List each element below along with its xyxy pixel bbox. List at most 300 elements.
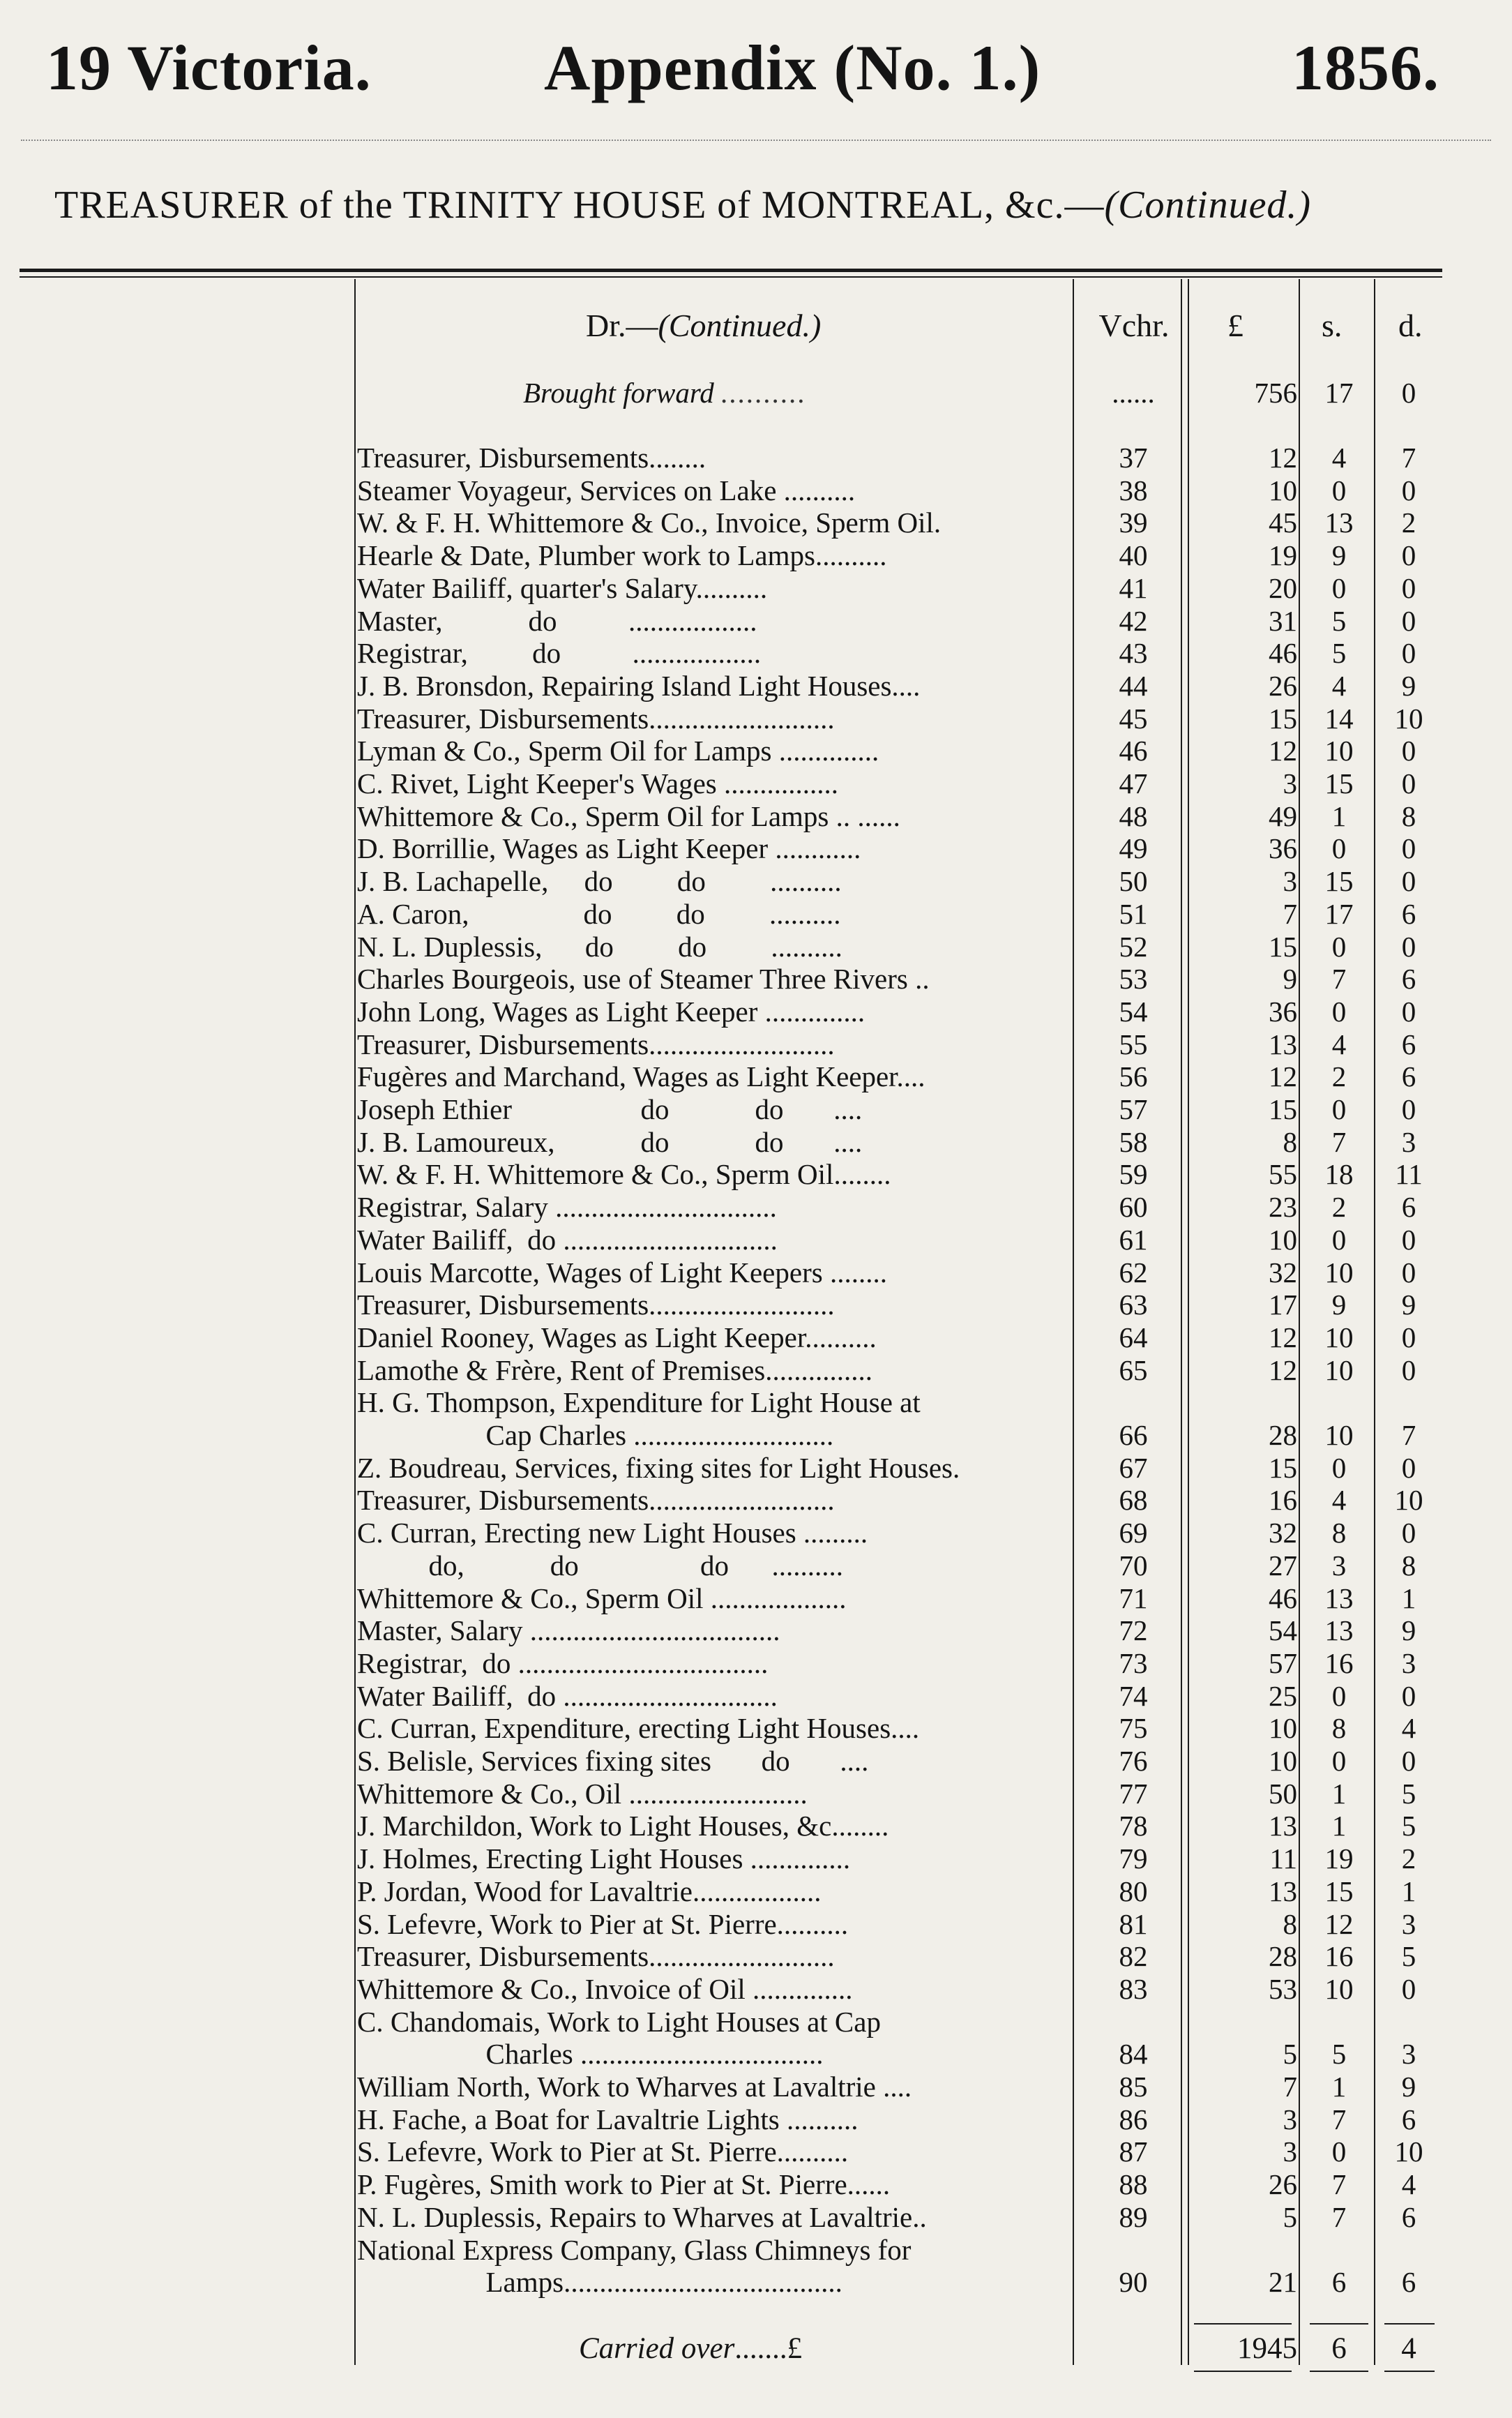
entry-voucher: 43 (1119, 637, 1148, 669)
entry-pence: 1 (1401, 1582, 1416, 1614)
ledger-row (0, 1908, 1512, 1940)
ledger-row (0, 1517, 1512, 1549)
ledger-row (0, 1973, 1512, 2005)
entry-voucher: 53 (1119, 963, 1148, 995)
entry-voucher: 41 (1119, 572, 1148, 604)
ledger-row (0, 832, 1512, 864)
brought-forward-label (523, 377, 1067, 409)
entry-shillings: 19 (1324, 1842, 1354, 1875)
entry-voucher: 65 (1119, 1354, 1148, 1386)
entry-pence: 6 (1401, 2266, 1416, 2298)
entry-particulars: Steamer Voyageur, Services on Lake .......... (357, 474, 856, 506)
carried-over-pence: 4 (1401, 2332, 1416, 2365)
entry-voucher: 49 (1119, 832, 1148, 864)
entry-shillings: 7 (1331, 2168, 1347, 2200)
entry-shillings: 7 (1331, 1126, 1347, 1158)
ledger-row (0, 1484, 1512, 1516)
dr-continued: (Continued.) (658, 308, 822, 343)
ledger-row (0, 1419, 1512, 1451)
entry-voucher: 58 (1119, 1126, 1148, 1158)
entry-particulars: S. Belisle, Services fixing sites do .... (357, 1745, 869, 1777)
entry-shillings: 15 (1324, 865, 1354, 897)
entry-shillings: 10 (1324, 1354, 1354, 1386)
entry-shillings: 2 (1331, 1060, 1347, 1092)
entry-voucher: 90 (1119, 2266, 1148, 2298)
entry-pence: 11 (1395, 1158, 1423, 1190)
ledger-row (0, 800, 1512, 832)
entry-pounds: 10 (1269, 1224, 1297, 1256)
entry-voucher: 75 (1119, 1712, 1148, 1744)
entry-particulars: H. G. Thompson, Expenditure for Light House at (357, 1386, 921, 1418)
entry-particulars: Treasurer, Disbursements.......................... (357, 1028, 835, 1060)
ledger-row (0, 767, 1512, 799)
pence-header: d. (1398, 308, 1423, 343)
ledger-row (0, 931, 1512, 963)
ledger-row (0, 1158, 1512, 1190)
ledger-row (0, 2266, 1512, 2298)
ledger-row (0, 1614, 1512, 1646)
entry-shillings: 10 (1324, 1256, 1354, 1289)
entry-pounds: 55 (1269, 1158, 1297, 1190)
ledger-row (0, 735, 1512, 767)
ledger-row (0, 2135, 1512, 2168)
entry-pence: 10 (1394, 1484, 1423, 1516)
entry-particulars: Treasurer, Disbursements.......................... (357, 1940, 835, 1972)
ledger-row (0, 2038, 1512, 2070)
entry-particulars: Treasurer, Disbursements.......................... (357, 1289, 835, 1321)
entry-particulars: Registrar, do ................................... (357, 1647, 769, 1679)
ledger-row (0, 1354, 1512, 1386)
ledger-row (0, 963, 1512, 995)
entry-pence: 6 (1401, 2201, 1416, 2233)
entry-pence: 0 (1401, 865, 1416, 897)
brought-forward-leader: .......... (721, 377, 807, 409)
entry-pence: 0 (1401, 1256, 1416, 1289)
entry-shillings: 0 (1331, 996, 1347, 1028)
entry-voucher: 61 (1119, 1224, 1148, 1256)
entry-particulars: do, do do .......... (357, 1549, 843, 1582)
entry-voucher: 84 (1119, 2038, 1148, 2070)
entry-shillings: 9 (1331, 1289, 1347, 1321)
entry-particulars: Louis Marcotte, Wages of Light Keepers ........ (357, 1256, 887, 1289)
entry-particulars: Water Bailiff, do .............................. (357, 1224, 778, 1256)
entry-pence: 0 (1401, 1680, 1416, 1712)
entry-shillings: 10 (1324, 1973, 1354, 2005)
entry-pounds: 5 (1283, 2038, 1297, 2070)
entry-shillings: 9 (1331, 539, 1347, 571)
entry-shillings: 0 (1331, 2135, 1347, 2168)
carried-over-rule-bottom-shillings (1310, 2371, 1368, 2372)
entry-pounds: 17 (1269, 1289, 1297, 1321)
carried-over-rule-top-pounds (1194, 2323, 1292, 2325)
entry-pence: 0 (1401, 1321, 1416, 1353)
entry-voucher: 79 (1119, 1842, 1148, 1875)
ledger-row (0, 605, 1512, 637)
entry-pounds: 12 (1269, 1060, 1297, 1092)
entry-pence: 4 (1401, 2168, 1416, 2200)
entry-pence: 3 (1401, 2038, 1416, 2070)
ledger-row (0, 1810, 1512, 1842)
carried-over-pounds: 1945 (1237, 2332, 1297, 2365)
entry-shillings: 7 (1331, 2201, 1347, 2233)
entry-particulars: Charles Bourgeois, use of Steamer Three Rivers .. (357, 963, 930, 995)
entry-shillings: 17 (1324, 898, 1354, 930)
entry-pounds: 50 (1269, 1778, 1297, 1810)
entry-pounds: 12 (1269, 442, 1297, 474)
entry-shillings: 0 (1331, 1452, 1347, 1484)
entry-pounds: 10 (1269, 1745, 1297, 1777)
entry-particulars: Hearle & Date, Plumber work to Lamps.......... (357, 539, 887, 571)
ledger-row (0, 2071, 1512, 2103)
entry-shillings: 15 (1324, 767, 1354, 799)
ledger-row (0, 1745, 1512, 1777)
entry-particulars: John Long, Wages as Light Keeper .............. (357, 996, 865, 1028)
entry-voucher: 86 (1119, 2103, 1148, 2135)
entry-particulars: Registrar, Salary ............................... (357, 1191, 777, 1223)
entry-pence: 0 (1401, 931, 1416, 963)
carried-over-label (579, 2331, 802, 2366)
ledger-row (0, 865, 1512, 897)
entry-shillings: 0 (1331, 1224, 1347, 1256)
entry-pounds: 36 (1269, 996, 1297, 1028)
entry-pounds: 3 (1283, 2135, 1297, 2168)
entry-voucher: 74 (1119, 1680, 1148, 1712)
entry-pence: 5 (1401, 1810, 1416, 1842)
entry-voucher: 89 (1119, 2201, 1148, 2233)
entry-shillings: 5 (1331, 637, 1347, 669)
entry-shillings: 4 (1331, 442, 1347, 474)
ledger-row (0, 506, 1512, 539)
entry-pence: 5 (1401, 1778, 1416, 1810)
entry-pence: 6 (1401, 898, 1416, 930)
entry-particulars: Whittemore & Co., Sperm Oil for Lamps .. ...... (357, 800, 900, 832)
entry-voucher: 78 (1119, 1810, 1148, 1842)
entry-voucher: 40 (1119, 539, 1148, 571)
ledger-row (0, 1060, 1512, 1092)
entry-pence: 9 (1401, 1614, 1416, 1646)
entry-pounds: 46 (1269, 1582, 1297, 1614)
entry-pounds: 28 (1269, 1419, 1297, 1451)
header-right: 1856. (1292, 32, 1439, 103)
entry-voucher: 68 (1119, 1484, 1148, 1516)
entry-voucher: 55 (1119, 1028, 1148, 1060)
ledger-row (0, 1549, 1512, 1582)
entry-voucher: 39 (1119, 506, 1148, 539)
entry-particulars: J. Holmes, Erecting Light Houses .............. (357, 1842, 851, 1875)
entry-voucher: 45 (1119, 703, 1148, 735)
entry-pounds: 15 (1269, 1093, 1297, 1125)
entry-pence: 10 (1394, 2135, 1423, 2168)
entry-particulars: Whittemore & Co., Oil ......................... (357, 1778, 808, 1810)
entry-shillings: 3 (1331, 1549, 1347, 1582)
entry-pounds: 53 (1269, 1973, 1297, 2005)
carried-over-text: Carried over (579, 2332, 735, 2365)
entry-voucher: 83 (1119, 1973, 1148, 2005)
ledger-row (0, 572, 1512, 604)
ledger-row (0, 474, 1512, 506)
entry-pounds: 3 (1283, 767, 1297, 799)
carried-over-shillings: 6 (1331, 2332, 1347, 2365)
entry-pounds: 32 (1269, 1517, 1297, 1549)
entry-shillings: 16 (1324, 1940, 1354, 1972)
entry-shillings: 18 (1324, 1158, 1354, 1190)
entry-pence: 6 (1401, 1028, 1416, 1060)
entry-particulars: J. Marchildon, Work to Light Houses, &c........ (357, 1810, 889, 1842)
entry-pounds: 49 (1269, 800, 1297, 832)
entry-voucher: 63 (1119, 1289, 1148, 1321)
entry-pounds: 10 (1269, 474, 1297, 506)
entry-shillings: 5 (1331, 605, 1347, 637)
entry-pounds: 8 (1283, 1908, 1297, 1940)
entry-pence: 5 (1401, 1940, 1416, 1972)
entry-pence: 9 (1401, 1289, 1416, 1321)
ledger-row (0, 2234, 1512, 2266)
entry-shillings: 14 (1324, 703, 1354, 735)
carried-over-rule-top-pence (1384, 2323, 1435, 2325)
entry-voucher: 38 (1119, 474, 1148, 506)
entry-particulars: C. Rivet, Light Keeper's Wages ................ (357, 767, 838, 799)
entry-voucher: 87 (1119, 2135, 1148, 2168)
entry-voucher: 37 (1119, 442, 1148, 474)
entry-pence: 2 (1401, 506, 1416, 539)
entry-particulars: J. B. Bronsdon, Repairing Island Light Houses.... (357, 670, 921, 702)
entry-pence: 0 (1401, 1973, 1416, 2005)
entry-voucher: 56 (1119, 1060, 1148, 1092)
ledger-row (0, 1842, 1512, 1875)
ledger-row (0, 2006, 1512, 2038)
entry-pence: 0 (1401, 572, 1416, 604)
entry-particulars: W. & F. H. Whittemore & Co., Sperm Oil........ (357, 1158, 891, 1190)
entry-particulars: Whittemore & Co., Invoice of Oil .............. (357, 1973, 853, 2005)
entry-particulars: S. Lefevre, Work to Pier at St. Pierre.......... (357, 2135, 849, 2168)
entry-pounds: 15 (1269, 1452, 1297, 1484)
ledger-row (0, 1778, 1512, 1810)
top-rule-thick (20, 269, 1442, 272)
ledger-row (0, 996, 1512, 1028)
entry-pence: 3 (1401, 1647, 1416, 1679)
entry-pounds: 31 (1269, 605, 1297, 637)
ledger-row (0, 2103, 1512, 2135)
ledger-row (0, 670, 1512, 702)
entry-particulars: P. Jordan, Wood for Lavaltrie.................. (357, 1875, 822, 1907)
entry-particulars: N. L. Duplessis, Repairs to Wharves at Lavaltrie.. (357, 2201, 927, 2233)
entry-pence: 0 (1401, 735, 1416, 767)
entry-voucher: 48 (1119, 800, 1148, 832)
entry-pounds: 5 (1283, 2201, 1297, 2233)
entry-particulars: D. Borrillie, Wages as Light Keeper ............ (357, 832, 861, 864)
entry-voucher: 82 (1119, 1940, 1148, 1972)
brought-forward-pence: 0 (1401, 377, 1416, 409)
entry-voucher: 51 (1119, 898, 1148, 930)
entry-shillings: 13 (1324, 1582, 1354, 1614)
entry-pence: 6 (1401, 1060, 1416, 1092)
ledger-row (0, 1680, 1512, 1712)
ledger-row (0, 1224, 1512, 1256)
entry-voucher: 42 (1119, 605, 1148, 637)
entry-voucher: 52 (1119, 931, 1148, 963)
entry-particulars: Cap Charles ............................ (357, 1419, 834, 1451)
entry-pounds: 8 (1283, 1126, 1297, 1158)
entry-particulars: N. L. Duplessis, do do .......... (357, 931, 842, 963)
entry-voucher: 80 (1119, 1875, 1148, 1907)
entry-particulars: A. Caron, do do .......... (357, 898, 841, 930)
entry-pounds: 45 (1269, 506, 1297, 539)
entry-pounds: 21 (1269, 2266, 1297, 2298)
ledger-row (0, 1256, 1512, 1289)
entry-pounds: 12 (1269, 1321, 1297, 1353)
entry-shillings: 7 (1331, 2103, 1347, 2135)
entry-pounds: 7 (1283, 2071, 1297, 2103)
entry-voucher: 50 (1119, 865, 1148, 897)
entry-pounds: 57 (1269, 1647, 1297, 1679)
ledger-row (0, 1028, 1512, 1060)
header-left: 19 Victoria. (46, 32, 372, 103)
entry-shillings: 0 (1331, 572, 1347, 604)
entry-pounds: 13 (1269, 1810, 1297, 1842)
entry-voucher: 44 (1119, 670, 1148, 702)
entry-shillings: 0 (1331, 474, 1347, 506)
entry-pence: 2 (1401, 1842, 1416, 1875)
entry-pence: 9 (1401, 2071, 1416, 2103)
entry-pence: 0 (1401, 605, 1416, 637)
entry-shillings: 4 (1331, 670, 1347, 702)
top-rule-thin (20, 276, 1442, 278)
entry-shillings: 1 (1331, 2071, 1347, 2103)
entry-particulars: Joseph Ethier do do .... (357, 1093, 863, 1125)
entry-shillings: 4 (1331, 1484, 1347, 1516)
entry-pence: 3 (1401, 1126, 1416, 1158)
header-center: Appendix (No. 1.) (544, 32, 1041, 103)
entry-particulars: Master, do .................. (357, 605, 757, 637)
entry-pounds: 13 (1269, 1028, 1297, 1060)
ledger-row (0, 1093, 1512, 1125)
brought-forward-pounds: 756 (1254, 377, 1297, 409)
entry-pounds: 12 (1269, 1354, 1297, 1386)
entry-particulars: J. B. Lamoureux, do do .... (357, 1126, 863, 1158)
entry-shillings: 13 (1324, 506, 1354, 539)
entry-pounds: 46 (1269, 637, 1297, 669)
entry-particulars: J. B. Lachapelle, do do .......... (357, 865, 842, 897)
entry-particulars: Water Bailiff, do .............................. (357, 1680, 778, 1712)
entry-particulars: Master, Salary ................................... (357, 1614, 780, 1646)
entry-pence: 9 (1401, 670, 1416, 702)
ledger-row (0, 442, 1512, 474)
entry-shillings: 10 (1324, 735, 1354, 767)
entry-particulars: Fugères and Marchand, Wages as Light Keeper.... (357, 1060, 925, 1092)
entry-pounds: 11 (1269, 1842, 1297, 1875)
brought-forward-shillings: 17 (1324, 377, 1354, 409)
entry-pence: 10 (1394, 703, 1423, 735)
entry-voucher: 70 (1119, 1549, 1148, 1582)
entry-pounds: 32 (1269, 1256, 1297, 1289)
entry-pence: 0 (1401, 474, 1416, 506)
entry-particulars: Z. Boudreau, Services, fixing sites for Light Houses. (357, 1452, 960, 1484)
entry-particulars: Registrar, do .................. (357, 637, 762, 669)
entry-pounds: 26 (1269, 2168, 1297, 2200)
entry-particulars: Treasurer, Disbursements.......................... (357, 1484, 835, 1516)
ledger-row (0, 637, 1512, 669)
entry-pence: 0 (1401, 832, 1416, 864)
ledger-row (0, 1712, 1512, 1744)
entry-pence: 6 (1401, 2103, 1416, 2135)
ledger-row (0, 1289, 1512, 1321)
entry-shillings: 1 (1331, 1810, 1347, 1842)
entry-pounds: 19 (1269, 539, 1297, 571)
entry-particulars: C. Curran, Erecting new Light Houses ......... (357, 1517, 868, 1549)
entry-pence: 6 (1401, 963, 1416, 995)
entry-shillings: 5 (1331, 2038, 1347, 2070)
entry-pounds: 20 (1269, 572, 1297, 604)
entry-shillings: 15 (1324, 1875, 1354, 1907)
carried-over-rule-bottom-pounds (1194, 2371, 1292, 2372)
ledger-row (0, 1582, 1512, 1614)
entry-voucher: 57 (1119, 1093, 1148, 1125)
ledger-row (0, 1452, 1512, 1484)
entry-pounds: 26 (1269, 670, 1297, 702)
ledger-row (0, 1386, 1512, 1418)
entry-shillings: 8 (1331, 1517, 1347, 1549)
entry-voucher: 62 (1119, 1256, 1148, 1289)
entry-shillings: 13 (1324, 1614, 1354, 1646)
entry-particulars: Lamps....................................... (357, 2266, 842, 2298)
carried-over-rule-top-shillings (1310, 2323, 1368, 2325)
ledger-row (0, 2168, 1512, 2200)
ledger-row (0, 539, 1512, 571)
ledger-row (0, 1940, 1512, 1972)
entry-pence: 0 (1401, 1224, 1416, 1256)
brought-forward-row (0, 377, 1512, 409)
carried-over-rule-bottom-pence (1384, 2371, 1435, 2372)
entry-pounds: 25 (1269, 1680, 1297, 1712)
entry-particulars: P. Fugères, Smith work to Pier at St. Pierre...... (357, 2168, 891, 2200)
entry-pounds: 13 (1269, 1875, 1297, 1907)
entry-shillings: 12 (1324, 1908, 1354, 1940)
entry-shillings: 8 (1331, 1712, 1347, 1744)
entry-voucher: 71 (1119, 1582, 1148, 1614)
entry-pounds: 16 (1269, 1484, 1297, 1516)
entry-shillings: 0 (1331, 931, 1347, 963)
entry-pounds: 15 (1269, 703, 1297, 735)
entry-shillings: 16 (1324, 1647, 1354, 1679)
ledger-row (0, 703, 1512, 735)
entry-pounds: 15 (1269, 931, 1297, 963)
entry-pounds: 3 (1283, 2103, 1297, 2135)
entry-particulars: Treasurer, Disbursements........ (357, 442, 706, 474)
entry-shillings: 2 (1331, 1191, 1347, 1223)
ledger-row (0, 1647, 1512, 1679)
entry-voucher: 81 (1119, 1908, 1148, 1940)
entry-voucher: 76 (1119, 1745, 1148, 1777)
entry-pence: 7 (1401, 1419, 1416, 1451)
entry-shillings: 0 (1331, 1680, 1347, 1712)
entry-pence: 0 (1401, 1452, 1416, 1484)
entry-voucher: 67 (1119, 1452, 1148, 1484)
entry-particulars: H. Fache, a Boat for Lavaltrie Lights .......... (357, 2103, 859, 2135)
pounds-header: £ (1227, 308, 1243, 343)
entry-pounds: 12 (1269, 735, 1297, 767)
entry-voucher: 85 (1119, 2071, 1148, 2103)
entry-pence: 0 (1401, 1354, 1416, 1386)
entry-pounds: 54 (1269, 1614, 1297, 1646)
entry-pence: 0 (1401, 1745, 1416, 1777)
entry-pence: 0 (1401, 996, 1416, 1028)
entry-shillings: 1 (1331, 1778, 1347, 1810)
entry-particulars: Lamothe & Frère, Rent of Premises............... (357, 1354, 873, 1386)
entry-particulars: Treasurer, Disbursements.......................... (357, 703, 835, 735)
entry-shillings: 10 (1324, 1419, 1354, 1451)
entry-pounds: 10 (1269, 1712, 1297, 1744)
entry-voucher: 73 (1119, 1647, 1148, 1679)
